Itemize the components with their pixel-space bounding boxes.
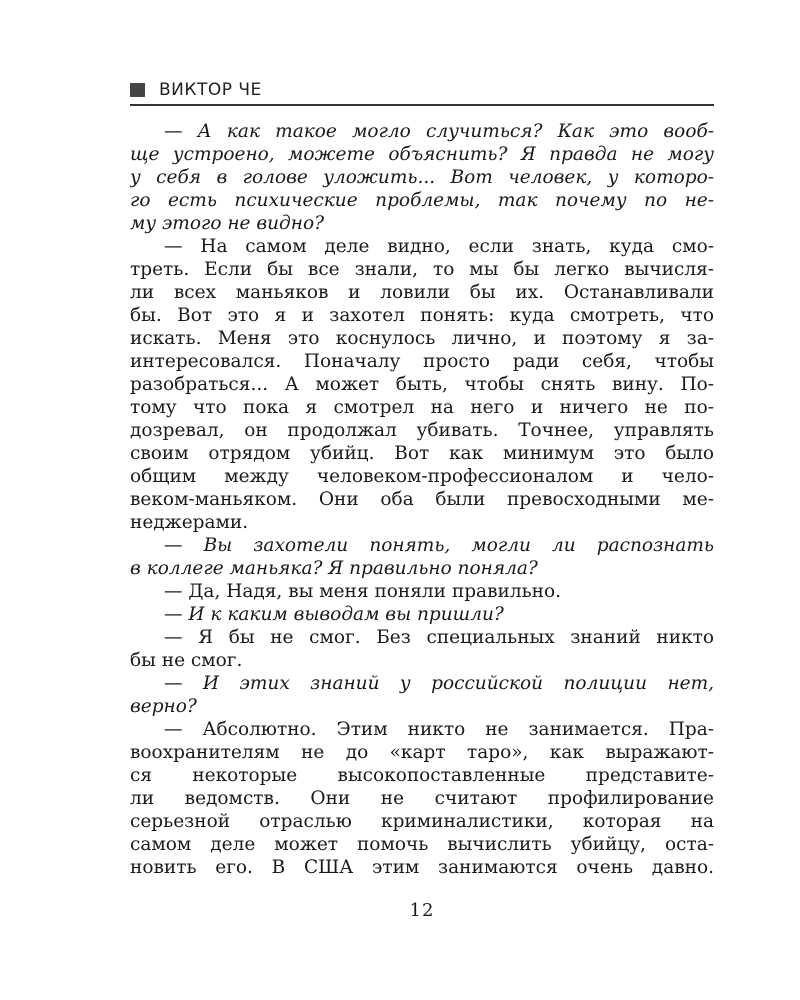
text-line: ли ведомств. Они не считают профилирование xyxy=(130,788,714,809)
text-line: воохранителям не до «карт таро», как выражают- xyxy=(130,742,714,763)
text-line: тому что пока я смотрел на него и ничего не по- xyxy=(130,397,714,418)
text-line: ли всех маньяков и ловили бы их. Останавливали xyxy=(130,282,714,303)
text-line: у себя в голове уложить... Вот человек, у которо- xyxy=(130,167,714,188)
text-line: ще устроено, можете объяснить? Я правда не могу xyxy=(130,144,714,165)
text-line: — Я бы не смог. Без специальных знаний никто xyxy=(164,627,714,648)
text-line: го есть психические проблемы, так почему по не- xyxy=(130,190,714,211)
text-line: веком-маньяком. Они оба были превосходными ме- xyxy=(130,489,714,510)
book-page xyxy=(130,78,714,938)
body-text xyxy=(130,120,714,879)
text-line: своим отрядом убийц. Вот как минимум это было xyxy=(130,443,714,464)
text-line: — А как такое могло случиться? Как это вооб- xyxy=(164,121,714,142)
running-header xyxy=(130,78,714,106)
page-number: 12 xyxy=(409,900,435,921)
text-line: — Вы захотели понять, могли ли распознать xyxy=(164,535,714,556)
text-line: интересовался. Поначалу просто ради себя, чтобы xyxy=(130,351,714,372)
text-line: самом деле может помочь вычислить убийцу, оста- xyxy=(130,834,714,855)
text-line: неджерами. xyxy=(130,512,249,533)
text-line: — Абсолютно. Этим никто не занимается. Пра- xyxy=(164,719,714,740)
text-line: — На самом деле видно, если знать, куда смо- xyxy=(164,236,714,257)
text-line: дозревал, он продолжал убивать. Точнее, управлять xyxy=(130,420,714,441)
text-line: серьезной отраслью криминалистики, которая на xyxy=(130,811,714,832)
running-title: ВИКТОР ЧЕ xyxy=(159,80,262,100)
header-square-marker xyxy=(130,83,145,97)
text-line: общим между человеком-профессионалом и чело- xyxy=(130,466,714,487)
text-line: му этого не видно? xyxy=(130,213,325,234)
text-line: — И к каким выводам вы пришли? xyxy=(164,604,504,625)
text-line: ся некоторые высокопоставленные представите- xyxy=(130,765,714,786)
text-line: искать. Меня это коснулось лично, и поэтому я за- xyxy=(130,328,714,349)
text-line: бы. Вот это я и захотел понять: куда смотреть, что xyxy=(130,305,714,326)
text-line: верно? xyxy=(130,696,197,717)
text-line: бы не смог. xyxy=(130,650,243,671)
text-line: треть. Если бы все знали, то мы бы легко вычисля- xyxy=(130,259,714,280)
text-line: новить его. В США этим занимаются очень давно. xyxy=(130,857,714,878)
text-line: — Да, Надя, вы меня поняли правильно. xyxy=(164,581,561,602)
text-line: в коллеге маньяка? Я правильно поняла? xyxy=(130,558,538,579)
text-line: — И этих знаний у российской полиции нет, xyxy=(164,673,714,694)
text-line: разобраться... А может быть, чтобы снять вину. По- xyxy=(130,374,714,395)
